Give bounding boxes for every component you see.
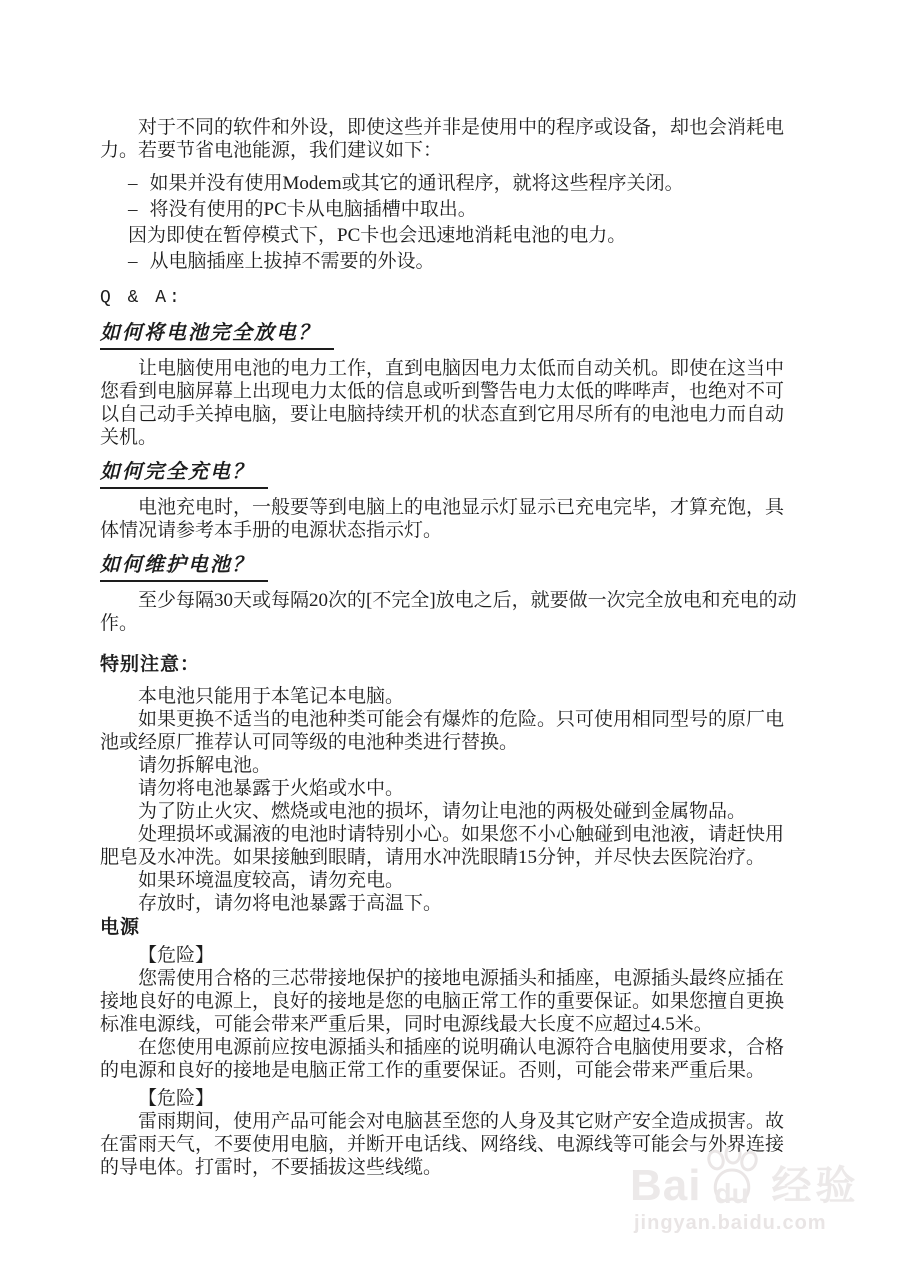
- list-item-text: 如果并没有使用Modem或其它的通讯程序，就将这些程序关闭。: [149, 173, 684, 194]
- document-page: [100, 116, 802, 1179]
- list-item-text: 从电脑插座上拔掉不需要的外设。: [149, 251, 435, 272]
- list-item: [128, 172, 802, 195]
- danger-block: [100, 1087, 802, 1179]
- answer-paragraph: 电池充电时，一般要等到电脑上的电池显示灯显示已充电完毕，才算充饱，具体情况请参考本手册的电源状态指示灯。: [100, 497, 785, 541]
- question-heading-text: 如何将电池完全放电？: [100, 322, 334, 350]
- intro-paragraph: 对于不同的软件和外设，即使这些并非是使用中的程序或设备，却也会消耗电力。若要节省电池能源，我们建议如下：: [100, 117, 785, 161]
- watermark-url: jingyan.baidu.com: [634, 1212, 827, 1234]
- danger-label: 【危险】: [138, 945, 215, 966]
- question-heading: [100, 322, 802, 350]
- dash-bullet: –: [128, 251, 138, 272]
- answer-paragraph: 让电脑使用电池的电力工作，直到电脑因电力太低而自动关机。即使在这当中您看到电脑屏幕上出现电力太低的信息或听到警告电力太低的哔哔声，也绝对不可以自己动手关掉电脑，要让电脑持续开机的状态直到它用尽所有的电池电力而自动关机。: [100, 358, 785, 448]
- danger-paragraph: 雷雨期间，使用产品可能会对电脑甚至您的人身及其它财产安全造成损害。故在雷雨天气，不要使用电脑，并断开电话线、网络线、电源线等可能会与外界连接的导电体。打雷时，不要插拔这些线缆。: [100, 1111, 785, 1178]
- notice-item: 处理损坏或漏液的电池时请特别小心。如果您不小心触碰到电池液，请赶快用肥皂及水冲洗。如果接触到眼睛，请用水冲洗眼睛15分钟，并尽快去医院治疗。: [100, 824, 785, 868]
- question-heading: [100, 461, 802, 489]
- danger-label: 【危险】: [138, 1088, 215, 1109]
- qa-item: [100, 461, 802, 542]
- answer-paragraph: 至少每隔30天或每隔20次的[不完全]放电之后，就要做一次完全放电和充电的动作。: [100, 590, 797, 634]
- special-notice-heading: 特别注意：: [100, 654, 201, 675]
- question-heading-text: 如何维护电池？: [100, 554, 268, 582]
- notice-item: 为了防止火灾、燃烧或电池的损坏，请勿让电池的两极处碰到金属物品。: [138, 801, 747, 822]
- dash-bullet: –: [128, 199, 138, 220]
- notice-item: 本电池只能用于本笔记本电脑。: [138, 686, 405, 707]
- qa-item: [100, 554, 802, 635]
- power-saving-tips-list: [100, 172, 802, 273]
- danger-block: [100, 944, 802, 1082]
- baidu-logo-text-jingyan: 经验: [771, 1164, 860, 1208]
- notice-item: 请勿拆解电池。: [138, 755, 272, 776]
- notice-item: 请勿将电池暴露于火焰或水中。: [138, 778, 405, 799]
- dash-bullet: –: [128, 173, 138, 194]
- qa-section-label: Q & A:: [100, 288, 183, 308]
- danger-paragraph: 在您使用电源前应按电源插头和插座的说明确认电源符合电脑使用要求，合格的电源和良好的接地是电脑正常工作的重要保证。否则，可能会带来严重后果。: [100, 1037, 785, 1081]
- danger-paragraph: 您需使用合格的三芯带接地保护的接地电源插头和插座，电源插头最终应插在接地良好的电源上，良好的接地是您的电脑正常工作的重要保证。如果您擅自更换标准电源线，可能会带来严重后果，同时电源线最大长度不应超过4.5米。: [100, 968, 785, 1035]
- baidu-logo-text-du: du: [714, 1178, 749, 1209]
- notice-item: 如果环境温度较高，请勿充电。: [138, 870, 405, 891]
- special-notice-list: [100, 685, 802, 915]
- power-section-heading: 电源: [100, 917, 141, 938]
- list-item: [128, 250, 802, 273]
- question-heading: [100, 554, 802, 582]
- qa-item: [100, 322, 802, 449]
- question-heading-text: 如何完全充电？: [100, 461, 268, 489]
- baidu-logo-text-bai: Bai: [630, 1161, 702, 1210]
- notice-item: 存放时，请勿将电池暴露于高温下。: [138, 893, 443, 914]
- list-item-text: 将没有使用的PC卡从电脑插槽中取出。: [149, 199, 477, 220]
- notice-item: 如果更换不适当的电池种类可能会有爆炸的危险。只可使用相同型号的原厂电池或经原厂推荐认可同等级的电池种类进行替换。: [100, 709, 785, 753]
- list-item-note: 因为即使在暂停模式下，PC卡也会迅速地消耗电池的电力。: [128, 225, 627, 246]
- list-item: [128, 198, 802, 221]
